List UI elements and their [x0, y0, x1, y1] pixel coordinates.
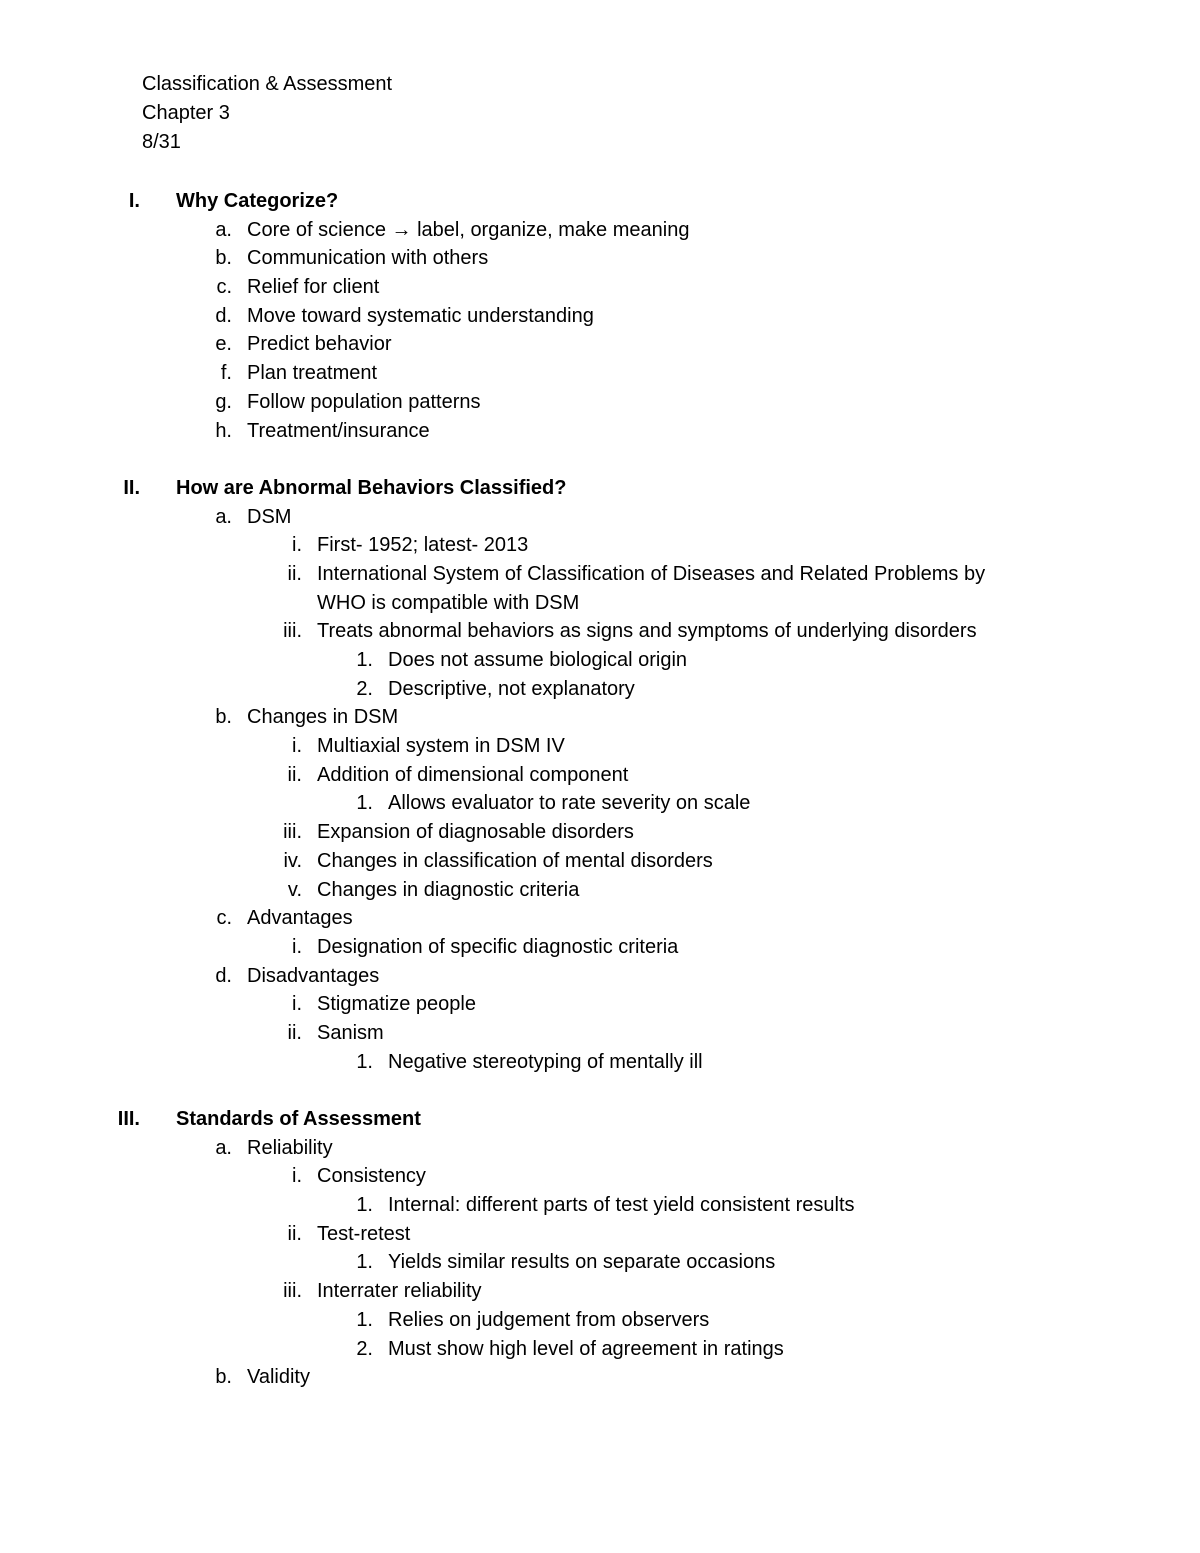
outline-item-text: Does not assume biological origin	[388, 649, 688, 671]
list-marker: ii.	[287, 1021, 302, 1044]
outline-item	[0, 531, 1200, 560]
outline-item	[0, 503, 1200, 532]
list-marker: i.	[292, 534, 302, 557]
outline-item-text: Must show high level of agreement in ratings	[388, 1337, 784, 1360]
list-marker: 1.	[356, 1194, 373, 1217]
outline-item-text: Yields similar results on separate occasions	[388, 1251, 776, 1274]
outline-item-text: Designation of specific diagnostic criteria	[317, 935, 679, 958]
outline-item	[0, 990, 1200, 1019]
outline-item-text: Communication with others	[247, 247, 489, 270]
list-marker: i.	[292, 993, 302, 1016]
outline-item-text: International System of Classification of Diseases and Related Problems by	[317, 562, 986, 585]
document-title: Classification & Assessment	[142, 73, 393, 95]
outline-item	[0, 1306, 1200, 1335]
outline-item-text: Follow population patterns	[247, 390, 481, 413]
outline-item-text: Plan treatment	[247, 362, 378, 385]
list-marker: i.	[292, 935, 302, 958]
outline-item-text: Negative stereotyping of mentally ill	[388, 1050, 703, 1073]
list-marker: iii.	[283, 620, 302, 643]
outline-item	[0, 904, 1200, 933]
outline-item	[0, 933, 1200, 962]
outline-item	[0, 818, 1200, 847]
outline-item-text: Advantages	[247, 907, 353, 930]
outline-item	[0, 330, 1200, 359]
outline-item-text: Changes in diagnostic criteria	[317, 878, 580, 901]
outline-item	[0, 1191, 1200, 1220]
list-marker: d.	[215, 964, 232, 987]
list-marker: III.	[117, 1108, 140, 1130]
outline-item-text: Descriptive, not explanatory	[388, 677, 635, 700]
list-marker: a.	[215, 505, 232, 528]
outline-item-text: WHO is compatible with DSM	[317, 591, 580, 614]
list-marker: 2.	[356, 1337, 373, 1360]
outline-item	[0, 560, 1200, 589]
outline-item-text: Internal: different parts of test yield consistent results	[388, 1194, 855, 1217]
outline-item	[0, 417, 1200, 446]
list-marker: a.	[215, 218, 232, 241]
list-marker: 1.	[356, 649, 373, 671]
outline-item-text: DSM	[247, 505, 292, 528]
list-marker: e.	[215, 333, 232, 356]
list-marker: 1.	[356, 1251, 373, 1274]
list-marker: 2.	[356, 677, 373, 700]
outline-item-text: Multiaxial system in DSM IV	[317, 735, 565, 758]
outline-item	[0, 388, 1200, 417]
outline-item-text: Addition of dimensional component	[317, 763, 629, 786]
list-marker: i.	[292, 735, 302, 758]
list-marker: i.	[292, 1165, 302, 1188]
outline-item-text: Changes in classification of mental disorders	[317, 849, 713, 872]
outline-item	[0, 703, 1200, 732]
list-marker: c.	[216, 907, 232, 930]
outline-item	[0, 359, 1200, 388]
outline-item-text: Reliability	[247, 1136, 333, 1159]
list-marker: II.	[123, 476, 140, 499]
section-heading-row	[0, 187, 1200, 216]
outline-item-text: Consistency	[317, 1165, 426, 1188]
list-marker: c.	[216, 276, 232, 299]
section-heading: Why Categorize?	[176, 190, 339, 212]
list-marker: 1.	[356, 792, 373, 815]
outline-item-text: Interrater reliability	[317, 1280, 482, 1303]
outline-item	[0, 589, 1200, 618]
outline-item	[0, 273, 1200, 302]
outline-item-text: Test-retest	[317, 1222, 411, 1245]
outline-item	[0, 789, 1200, 818]
list-marker: b.	[215, 706, 232, 729]
list-marker: ii.	[287, 562, 302, 585]
section-heading-row	[0, 1105, 1200, 1134]
outline-item-text: Validity	[247, 1366, 310, 1389]
outline-item	[0, 732, 1200, 761]
outline-item	[0, 761, 1200, 790]
chapter-label: Chapter 3	[142, 102, 230, 124]
list-marker: iii.	[283, 1280, 302, 1303]
section-heading: How are Abnormal Behaviors Classified?	[176, 476, 567, 499]
outline-item-text: Move toward systematic understanding	[247, 304, 594, 327]
list-marker: 1.	[356, 1050, 373, 1073]
list-marker: ii.	[287, 763, 302, 786]
outline-item	[0, 646, 1200, 675]
outline-item	[0, 1048, 1200, 1077]
outline-item	[0, 1220, 1200, 1249]
list-marker: iii.	[283, 821, 302, 844]
list-marker: b.	[215, 247, 232, 270]
outline-item	[0, 1019, 1200, 1048]
outline-item	[0, 216, 1200, 245]
outline-item	[0, 1335, 1200, 1364]
outline-item-text: Stigmatize people	[317, 993, 476, 1016]
outline-item-text: First- 1952; latest- 2013	[317, 534, 529, 557]
outline-item	[0, 1248, 1200, 1277]
list-marker: 1.	[356, 1308, 373, 1331]
list-marker: ii.	[287, 1222, 302, 1245]
document-header	[142, 70, 392, 157]
date-label: 8/31	[142, 131, 181, 153]
section-heading-row	[0, 474, 1200, 503]
outline-item	[0, 962, 1200, 991]
outline-item	[0, 1162, 1200, 1191]
list-marker: g.	[215, 390, 232, 413]
outline-item-text: Treats abnormal behaviors as signs and symptoms of underlying disorders	[317, 620, 977, 643]
list-marker: b.	[215, 1366, 232, 1389]
list-marker: a.	[215, 1136, 232, 1159]
outline-item-text: Disadvantages	[247, 964, 380, 987]
outline-item-text: Sanism	[317, 1021, 384, 1044]
outline-item-text: Core of science → label, organize, make meaning	[247, 218, 690, 241]
outline-item-text: Relies on judgement from observers	[388, 1308, 710, 1331]
list-marker: h.	[215, 419, 232, 442]
list-marker: f.	[220, 362, 232, 385]
outline-item-text: Changes in DSM	[247, 706, 399, 729]
outline-item-text: Predict behavior	[247, 333, 392, 356]
outline-item-text: Expansion of diagnosable disorders	[317, 821, 634, 844]
outline-item-text: Allows evaluator to rate severity on scale	[388, 792, 751, 815]
outline-item	[0, 1277, 1200, 1306]
outline	[0, 187, 1200, 1392]
outline-item	[0, 675, 1200, 704]
outline-item	[0, 847, 1200, 876]
outline-item	[0, 244, 1200, 273]
outline-item	[0, 1134, 1200, 1163]
outline-item-text: Treatment/insurance	[247, 419, 430, 442]
list-marker: iv.	[283, 849, 302, 872]
outline-item	[0, 1363, 1200, 1392]
outline-item-text: Relief for client	[247, 276, 380, 299]
list-marker: v.	[287, 878, 302, 901]
outline-item	[0, 617, 1200, 646]
section-heading: Standards of Assessment	[176, 1108, 421, 1130]
outline-item	[0, 876, 1200, 905]
list-marker: I.	[128, 190, 140, 212]
outline-item	[0, 302, 1200, 331]
list-marker: d.	[215, 304, 232, 327]
